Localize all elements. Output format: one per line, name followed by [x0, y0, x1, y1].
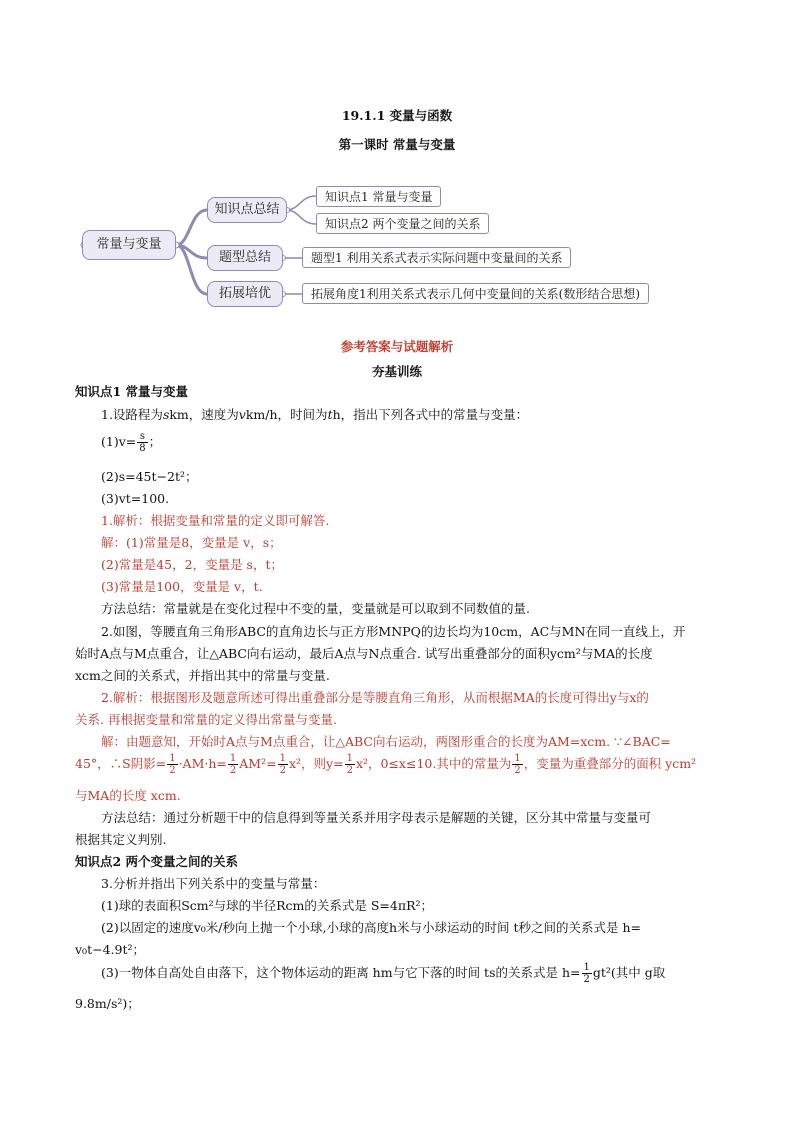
q1-formula-3: (3)vt=100. [101, 491, 170, 506]
q3-part-1: (1)球的表面积Scm²与球的半径Rcm的关系式是 S=4πR²； [101, 898, 434, 913]
mindmap-branch-knowledge: 知识点总结 [207, 197, 287, 223]
a1-analysis: 1.解析：根据变量和常量的定义即可解答. [101, 513, 330, 528]
a1-solution-3: (3)常量是100，变量是 v，t. [101, 579, 263, 594]
a2-line-1: 2.解析：根据图形及题意所述可得出重叠部分是等腰直角三角形，从而根据MA的长度可得出y与x的 [101, 690, 649, 705]
q2-line-2: 始时A点与M点重合，让△ABC向右运动，最后A点与N点重合. 试写出重叠部分的面积ycm²与MA的长度 [75, 646, 653, 661]
a2-line-4: 45°，∴S阴影= $\frac{1}{2}$ ·AM·h= $\frac{1}{2}$ AM²= $\frac{1}{2}$ x²，则y= $\frac{1}{2}$ x²，0≤x≤10.其中的常量为 $\frac{1}{2}$ ，变量为重叠部分的面积 ycm² [75, 753, 697, 776]
doc-title: 19.1.1 变量与函数 [341, 108, 453, 123]
m2-line-1: 方法总结：通过分析题干中的信息得到等量关系并用字母表示是解题的关键，区分其中常量与变量可 [101, 810, 652, 825]
q3-text: 3.分析并指出下列关系中的变量与常量： [101, 876, 326, 891]
q3-part-3-line-2: 9.8m/s²)； [75, 996, 140, 1011]
a1-solution-1: 解：(1)常量是8，变量是 v，s； [101, 535, 282, 550]
q3-part-2-line-2: v₀t−4.9t²； [75, 942, 145, 957]
exercise-heading: 夯基训练 [371, 364, 422, 379]
mindmap-leaf-type1: 题型1 利用关系式表示实际问题中变量间的关系 [302, 247, 571, 268]
q3-part-3-line-1: (3)一物体自高处自由落下，这个物体运动的距离 hm与它下落的时间 ts的关系式是 h= $\frac{1}{2}$ gt²(其中 g取 [101, 962, 666, 985]
q1-formula-2: (2)s=45t−2t²； [101, 469, 198, 484]
a1-solution-2: (2)常量是45，2，变量是 s，t； [101, 557, 283, 572]
mindmap-branch-types: 题型总结 [207, 245, 283, 271]
mindmap-leaf-kp2: 知识点2 两个变量之间的关系 [316, 213, 489, 234]
mindmap-root: 常量与变量 [82, 230, 176, 260]
a2-line-2: 关系. 再根据变量和常量的定义得出常量与变量. [75, 712, 337, 727]
q2-line-3: xcm之间的关系式，并指出其中的常量与变量. [75, 668, 330, 683]
q1-formula-1: (1)v= $\frac{s}{8}$ ； [101, 431, 162, 454]
q3-part-2-line-1: (2)以固定的速度v₀米/秒向上抛一个小球,小球的高度h米与小球运动的时间 t秒之间的关系式是 h= [101, 920, 642, 935]
mindmap-branch-extension: 拓展培优 [207, 281, 283, 307]
fraction-s-over-8: $\frac{s}{8}$ [139, 431, 146, 454]
a2-line-3: 解：由题意知，开始时A点与M点重合，让△ABC向右运动，两图形重合的长度为AM=xcm. ∵∠BAC= [101, 734, 671, 749]
mindmap-leaf-ext1: 拓展角度1利用关系式表示几何中变量间的关系(数形结合思想) [302, 283, 649, 304]
a2-line-5: 与MA的长度 xcm. [75, 788, 181, 803]
m2-line-2: 根据其定义判别. [75, 832, 167, 847]
connector-kp-leaf1 [286, 196, 316, 210]
answers-heading: 参考答案与试题解析 [340, 339, 454, 354]
kp1-title: 知识点1 常量与变量 [75, 384, 189, 399]
kp2-title: 知识点2 两个变量之间的关系 [75, 854, 239, 869]
q1-text: 1.设路程为skm，速度为vkm/h，时间为th，指出下列各式中的常量与变量： [101, 407, 529, 422]
mind-map-connectors [0, 0, 794, 320]
doc-subtitle: 第一课时 常量与变量 [338, 137, 456, 152]
m1-summary: 方法总结：常量就是在变化过程中不变的量，变量就是可以取到不同数值的量. [101, 601, 530, 616]
q2-line-1: 2.如图，等腰直角三角形ABC的直角边长与正方形MNPQ的边长均为10cm，AC与MN在同一直线上，开 [101, 624, 686, 639]
connector-root-kp [176, 210, 207, 245]
connector-kp-leaf2 [286, 210, 316, 224]
mindmap-leaf-kp1: 知识点1 常量与变量 [316, 186, 441, 207]
